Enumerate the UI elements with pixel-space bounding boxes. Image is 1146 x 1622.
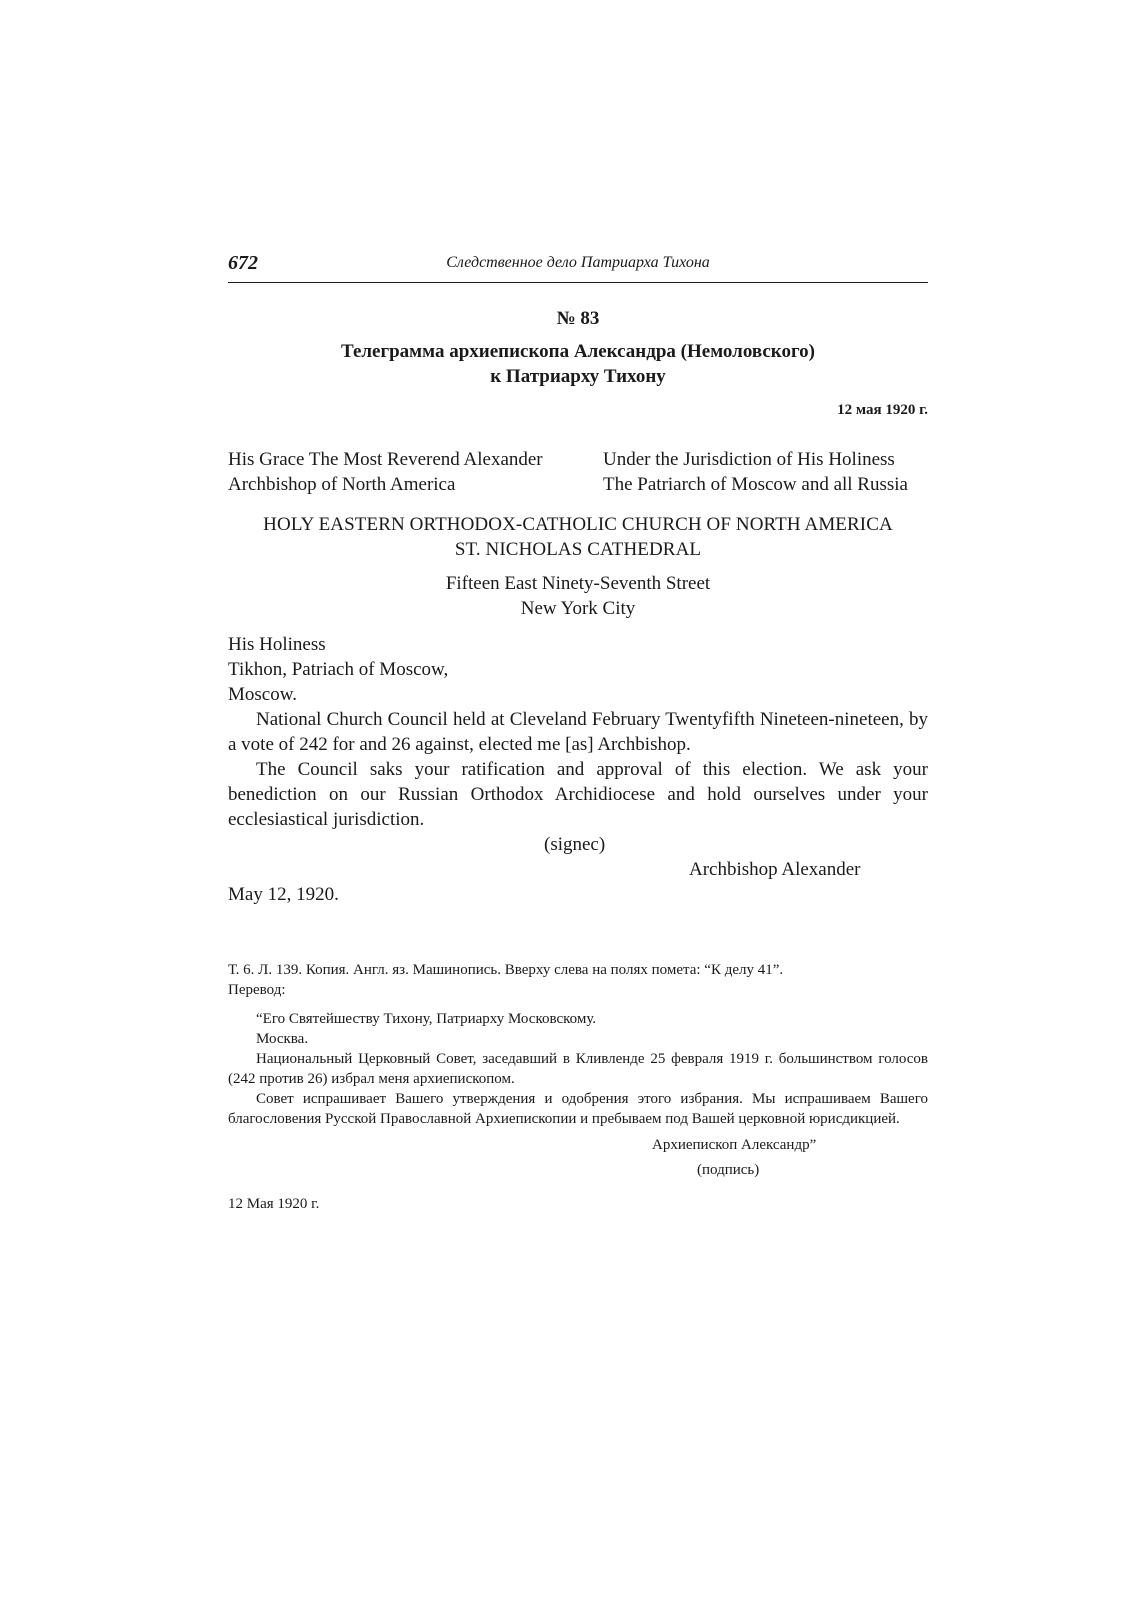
addressee-line: Moscow. [228,684,297,705]
translation-date: 12 Мая 1920 г. [228,1196,320,1212]
page-number: 672 [228,252,258,274]
letter-paragraph: National Church Council held at Cleveland February Twentyfifth Nineteen-nineteen, by a vote of 242 for and 26 against, elected me [as] Archbishop. [228,709,928,755]
church-line: ST. NICHOLAS CATHEDRAL [454,539,702,560]
letterhead-line: The Patriarch of Moscow and all Russia [603,474,908,495]
letter-paragraph: The Council saks your ratification and approval of this election. We ask your benediction on our Russian Orthodox Archidiocese and hold ourselves under your ecclesiastical jurisdiction. [228,759,928,830]
letterhead [228,447,928,497]
document-title-line: к Патриарху Тихону [490,366,666,387]
running-title: Следственное дело Патриарха Тихона [446,254,710,271]
address-line: Fifteen East Ninety-Seventh Street [445,573,711,594]
translation-paragraph: Совет испрашивает Вашего утверждения и одобрения этого избрания. Мы испрашиваем Вашего благословения Русской Православной Архиепископии и пребываем под Вашей церковной юрисдикцией. [228,1091,928,1127]
source-reference: Т. 6. Л. 139. Копия. Англ. яз. Машинопись. Вверху слева на полях помета: “К делу 41”. [228,962,784,978]
translation [228,1009,928,1129]
translation-label: Перевод: [228,982,286,998]
running-head [228,248,928,283]
addressee [228,632,928,707]
letter-date: May 12, 1920. [228,884,339,905]
addressee-line: His Holiness [228,634,326,655]
document-title [228,339,928,389]
signed-mark: (signec) [544,834,606,855]
addressee-line: Tikhon, Patriach of Moscow, [228,659,449,680]
page [228,248,928,1214]
translation-signature: Архиепископ Александр” [652,1137,817,1153]
translation-line: Москва. [256,1031,309,1047]
document-date: 12 мая 1920 г. [837,402,928,418]
translation-line: “Его Святейшеству Тихону, Патриарху Московскому. [256,1011,597,1027]
letterhead-right [603,447,928,497]
document-number: № 83 [556,308,600,329]
address-line: New York City [520,598,636,619]
letterhead-left [228,447,543,497]
letterhead-line: His Grace The Most Reverend Alexander [228,449,543,470]
document-title-line: Телеграмма архиепископа Александра (Немоловского) [341,341,815,362]
source-note [228,960,928,1000]
address [228,571,928,621]
translation-signed-mark: (подпись) [697,1162,760,1178]
letterhead-line: Archbishop of North America [228,474,456,495]
church-line: HOLY EASTERN ORTHODOX-CATHOLIC CHURCH OF NORTH AMERICA [263,514,893,535]
letterhead-line: Under the Jurisdiction of His Holiness [603,449,895,470]
letter-body [228,707,928,832]
translation-paragraph: Национальный Церковный Совет, заседавший в Кливленде 25 февраля 1919 г. большинством голосов (242 против 26) избрал меня архиепископом. [228,1051,928,1087]
signature: Archbishop Alexander [689,859,861,880]
church-name [228,512,928,562]
